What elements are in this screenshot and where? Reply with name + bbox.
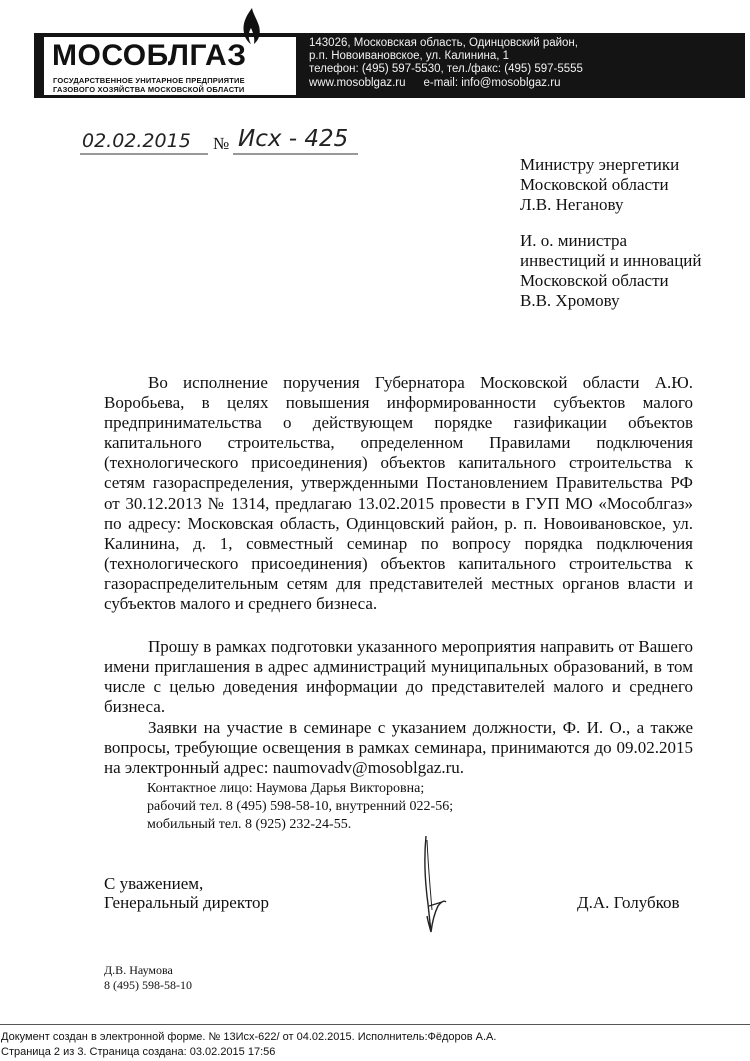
paragraph-2-text: Прошу в рамках подготовки указанного мероприятия направить от Вашего имени приглашения в адрес администраций муниципальных образований, в том числе с целью доведения информации до представителей малого и среднего бизнеса. <box>104 637 693 717</box>
footer-divider <box>0 1024 750 1025</box>
paragraph-3-text: Заявки на участие в семинаре с указанием должности, Ф. И. О., а также вопросы, требующие освещения в рамках семинара, принимаются до 09.02.2015 на электронный адрес: naumovadv@mosoblgaz.ru. <box>104 718 693 778</box>
outgoing-date: 02.02.2015 <box>82 130 191 152</box>
logo-subtitle-1: ГОСУДАРСТВЕННОЕ УНИТАРНОЕ ПРЕДПРИЯТИЕ <box>53 76 245 85</box>
contact-person: Контактное лицо: Наумова Дарья Викторовна; <box>147 781 425 796</box>
outgoing-number: Исх - 425 <box>238 126 349 152</box>
logo-text: МОСОБЛГАЗ <box>52 39 247 72</box>
contact-block <box>147 780 453 834</box>
addressee-1-line: Л.В. Неганову <box>520 195 624 214</box>
signer-name: Д.А. Голубков <box>577 893 680 912</box>
addressee-1 <box>520 155 679 215</box>
signature <box>408 832 458 942</box>
contact-mobile-phone: мобильный тел. 8 (925) 232-24-55. <box>147 817 352 832</box>
paragraph-1-text: Во исполнение поручения Губернатора Московской области А.Ю. Воробьева, в целях повышения информированности субъектов малого предпринимательства о действующем порядке газификации объектов капитального строительства, определенном Правилами подключения (технологического присоединения) объектов капитального строительства к сетям газораспределения, утвержденными Постановлением Правительства РФ от 30.12.2013 № 1314, предлагаю 13.02.2015 провести в ГУП МО «Мособлгаз» по адресу: Московская область, Одинцовский район, р. п. Новоивановское, ул. Калинина, д. 1, совместный семинар по вопросу порядка подключения (технологического присоединения) объектов капитального строительства к газораспределительным сетям для представителей местных органов власти и субъектов малого и среднего бизнеса. <box>104 373 693 614</box>
addressee-2 <box>520 231 702 311</box>
header-address-line-1: 143026, Московская область, Одинцовский район, <box>309 37 578 49</box>
addressee-1-line: Московской области <box>520 175 669 194</box>
header-website[interactable]: www.mosoblgaz.ru <box>309 76 406 89</box>
header-address-line-2: р.п. Новоивановское, ул. Калинина, 1 <box>309 50 510 63</box>
header-email[interactable]: e-mail: info@mosoblgaz.ru <box>423 76 561 89</box>
addressee-1-line: Министру энергетики <box>520 155 680 174</box>
body-paragraph-3 <box>104 718 693 778</box>
addressee-2-line: В.В. Хромову <box>520 291 620 310</box>
closing-position: Генеральный директор <box>104 893 270 912</box>
footer-line-2: Страница 2 из 3. Страница создана: 03.02.2015 17:56 <box>1 1045 276 1058</box>
addressee-2-line: инвестиций и инноваций <box>520 251 702 270</box>
body-paragraph-1 <box>104 373 693 614</box>
header-phone: телефон: (495) 597-5530, тел./факс: (495) 597-5555 <box>309 63 583 76</box>
contact-work-phone: рабочий тел. 8 (495) 598-58-10, внутренний 022-56; <box>147 799 454 814</box>
date-underline <box>80 152 210 158</box>
number-underline <box>233 152 363 158</box>
executor-name: Д.В. Наумова <box>104 963 173 977</box>
header-contacts <box>309 37 739 90</box>
number-sign: № <box>213 134 230 153</box>
addressee-2-line: И. о. министра <box>520 231 628 250</box>
logo-subtitle-2: ГАЗОВОГО ХОЗЯЙСТВА МОСКОВСКОЙ ОБЛАСТИ <box>53 85 245 94</box>
footer-line-1: Документ создан в электронной форме. № 13Исх-622/ от 04.02.2015. Исполнитель:Фёдоров А.А. <box>1 1031 497 1043</box>
addressee-2-line: Московской области <box>520 271 669 290</box>
body-paragraph-2 <box>104 637 693 717</box>
closing-regards: С уважением, <box>104 874 204 893</box>
footer <box>1 1030 496 1059</box>
executor-phone: 8 (495) 598-58-10 <box>104 978 192 992</box>
